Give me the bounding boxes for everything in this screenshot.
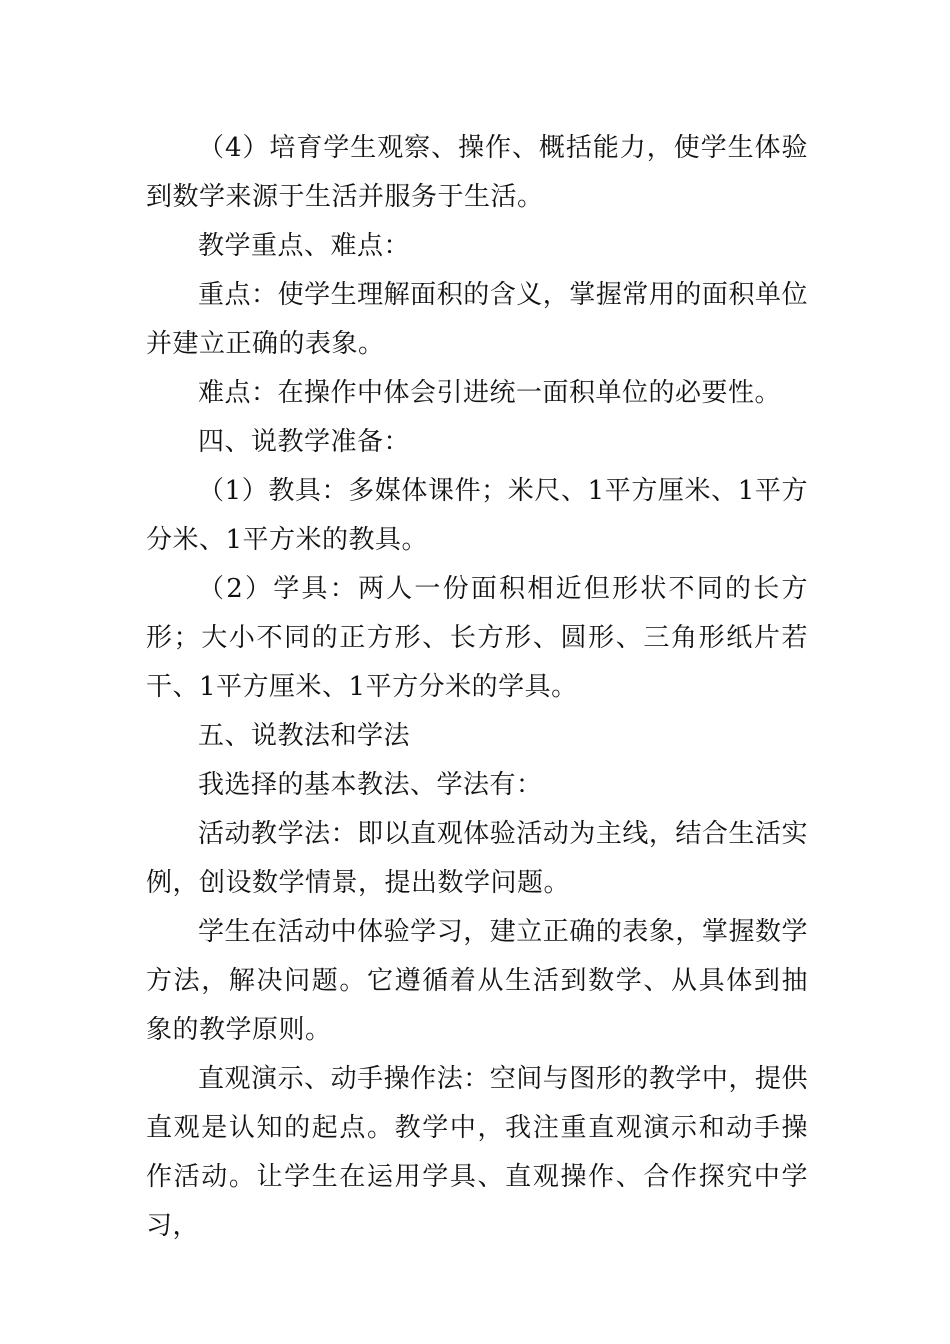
paragraph-activity-method: 活动教学法：即以直观体验活动为主线，结合生活实例，创设数学情景，提出数学问题。 <box>146 819 808 898</box>
paragraph-activity-learning: 学生在活动中体验学习，建立正确的表象，掌握数学方法，解决问题。它遵循着从生活到数学、从具体到抽象的教学原则。 <box>146 917 808 1045</box>
paragraph-key-difficult-heading: 教学重点、难点： <box>198 231 411 261</box>
section-heading-preparation: 四、说教学准备： <box>198 427 411 457</box>
paragraph-difficult-point: 难点：在操作中体会引进统一面积单位的必要性。 <box>198 378 782 408</box>
paragraph-ability-goal: （4）培育学生观察、操作、概括能力，使学生体验到数学来源于生活并服务于生活。 <box>146 133 808 212</box>
paragraph-teaching-aids: （1）教具：多媒体课件；米尺、1平方厘米、1平方分米、1平方米的教具。 <box>146 476 808 555</box>
paragraph-key-point: 重点：使学生理解面积的含义，掌握常用的面积单位并建立正确的表象。 <box>146 280 808 359</box>
document-body <box>146 124 808 1251</box>
section-heading-methods: 五、说教法和学法 <box>198 721 411 751</box>
paragraph-learning-aids: （2）学具：两人一份面积相近但形状不同的长方形；大小不同的正方形、长方形、圆形、三角形纸片若干、1平方厘米、1平方分米的学具。 <box>146 574 808 702</box>
paragraph-methods-intro: 我选择的基本教法、学法有： <box>198 770 543 800</box>
paragraph-demonstration-method: 直观演示、动手操作法：空间与图形的教学中，提供直观是认知的起点。教学中，我注重直观演示和动手操作活动。让学生在运用学具、直观操作、合作探究中学习， <box>146 1064 808 1241</box>
